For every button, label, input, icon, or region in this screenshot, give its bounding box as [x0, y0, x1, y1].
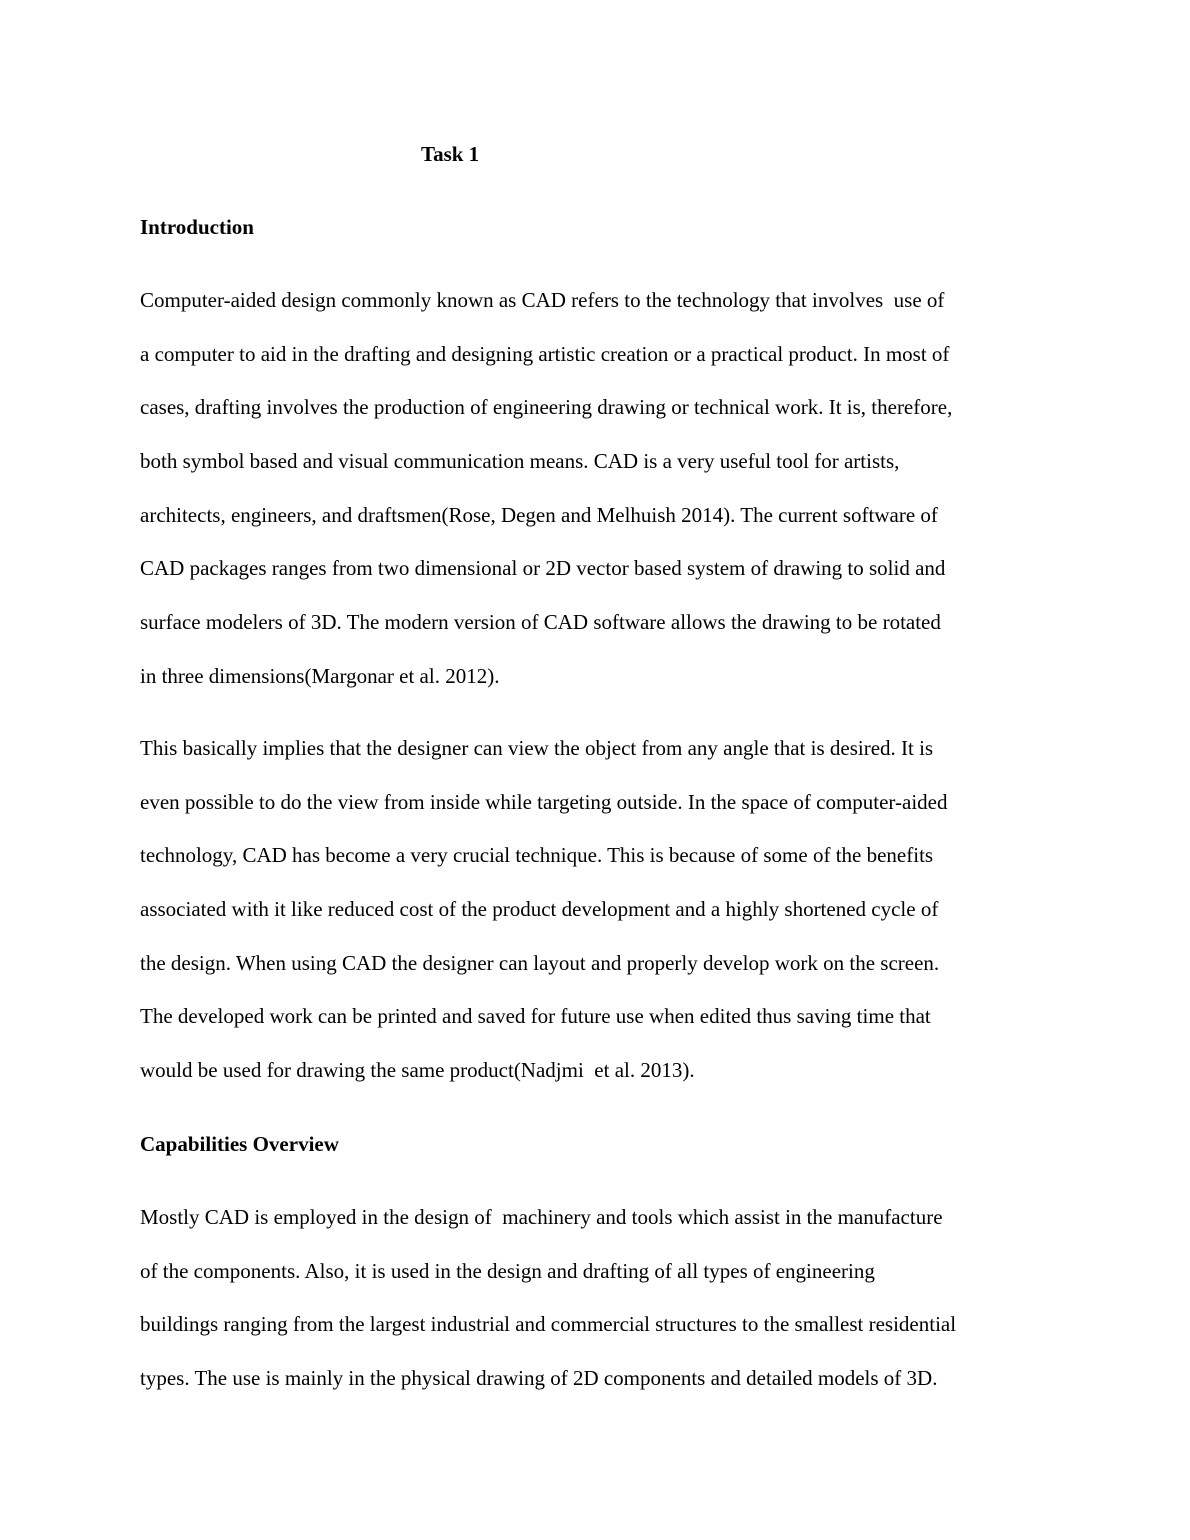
introduction-paragraph-1 — [140, 274, 1052, 704]
text-line: of the components. Also, it is used in the design and drafting of all types of engineering — [140, 1258, 875, 1283]
text-line: CAD packages ranges from two dimensional or 2D vector based system of drawing to solid and — [140, 556, 946, 581]
text-line: Mostly CAD is employed in the design of machinery and tools which assist in the manufacture — [140, 1205, 943, 1229]
text-line: cases, drafting involves the production of engineering drawing or technical work. It is, therefore, — [140, 395, 953, 420]
text-line: would be used for drawing the same product(Nadjmi et al. 2013). — [140, 1058, 695, 1083]
text-line: both symbol based and visual communication means. CAD is a very useful tool for artists, — [140, 449, 900, 474]
text-line: associated with it like reduced cost of the product development and a highly shortened cycle of — [140, 897, 939, 922]
text-line: The developed work can be printed and saved for future use when edited thus saving time that — [140, 1004, 931, 1029]
text-line: a computer to aid in the drafting and designing artistic creation or a practical product. In most of — [140, 341, 950, 366]
introduction-paragraph-2 — [140, 722, 1052, 1098]
document-title: Task 1 — [421, 142, 480, 166]
text-line: surface modelers of 3D. The modern version of CAD software allows the drawing to be rotated — [140, 610, 941, 635]
text-line: even possible to do the view from inside while targeting outside. In the space of computer-aided — [140, 789, 948, 814]
text-line: technology, CAD has become a very crucial technique. This is because of some of the benefits — [140, 843, 934, 868]
text-line: the design. When using CAD the designer can layout and properly develop work on the screen. — [140, 950, 940, 975]
text-line: buildings ranging from the largest industrial and commercial structures to the smallest residential — [140, 1312, 957, 1337]
text-line: in three dimensions(Margonar et al. 2012). — [140, 663, 500, 688]
section-heading-introduction: Introduction — [140, 215, 254, 239]
text-line: Computer-aided design commonly known as CAD refers to the technology that involves use of — [140, 288, 945, 312]
section-heading-capabilities-overview: Capabilities Overview — [140, 1132, 339, 1156]
text-line: types. The use is mainly in the physical drawing of 2D components and detailed models of 3D. — [140, 1366, 938, 1391]
capabilities-paragraph-1 — [140, 1191, 1052, 1406]
text-line: architects, engineers, and draftsmen(Rose, Degen and Melhuish 2014). The current software of — [140, 502, 938, 527]
text-line: This basically implies that the designer can view the object from any angle that is desired. It is — [140, 736, 934, 760]
